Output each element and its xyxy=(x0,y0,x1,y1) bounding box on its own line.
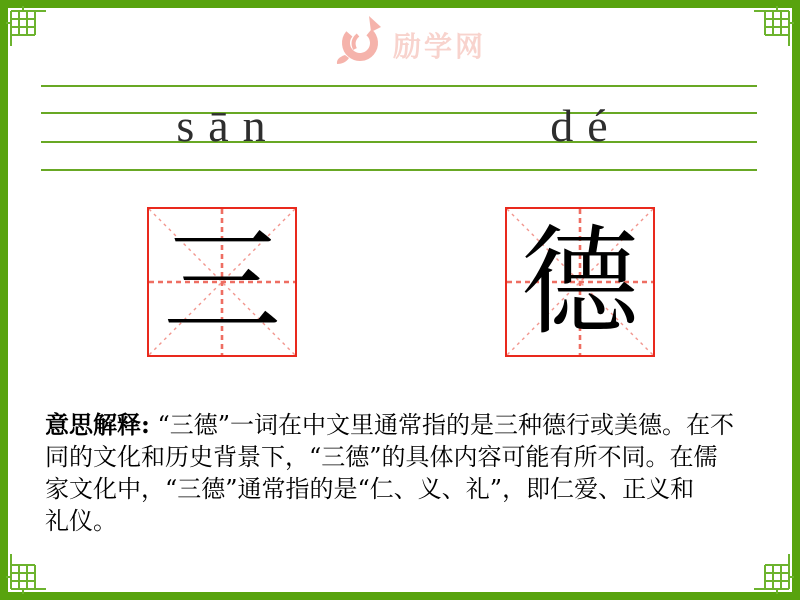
logo-text: 励学网 xyxy=(393,30,487,63)
pinyin-word-2: dé xyxy=(550,100,622,151)
explanation-line: 同的文化和历史背景下，“三德”的具体内容可能有所不同。在儒 xyxy=(45,443,718,471)
hanzi-character-2: 德 xyxy=(520,213,639,351)
explanation-label: 意思解释: xyxy=(45,410,150,439)
corner-ornament-top-left xyxy=(0,0,48,48)
explanation-line: 家文化中，“三德”通常指的是“仁、义、礼”，即仁爱、正义和 xyxy=(45,475,695,503)
fret-pattern-icon xyxy=(0,0,48,48)
explanation-line xyxy=(45,409,761,441)
character-box-2 xyxy=(505,207,655,357)
pinyin-staff-line xyxy=(41,112,757,114)
explanation-line: 礼仪。 xyxy=(45,507,117,535)
pinyin-staff-line xyxy=(41,169,757,171)
fret-pattern-icon xyxy=(752,0,800,48)
watermark-logo xyxy=(333,13,486,65)
corner-ornament-bottom-right xyxy=(752,552,800,600)
meaning-explanation xyxy=(45,409,761,537)
corner-ornament-bottom-left xyxy=(0,552,48,600)
fret-pattern-icon xyxy=(0,552,48,600)
swirl-flame-icon xyxy=(333,14,389,64)
fret-pattern-icon xyxy=(752,552,800,600)
pinyin-staff-line xyxy=(41,141,757,143)
explanation-text: “三德”一词在中文里通常指的是三种德行或美德。在不 xyxy=(149,411,735,439)
pinyin-staff-line xyxy=(41,85,757,87)
corner-ornament-top-right xyxy=(752,0,800,48)
hanzi-character-1: 三 xyxy=(162,213,281,351)
character-box-1 xyxy=(147,207,297,357)
pinyin-word-1: sān xyxy=(176,100,280,151)
